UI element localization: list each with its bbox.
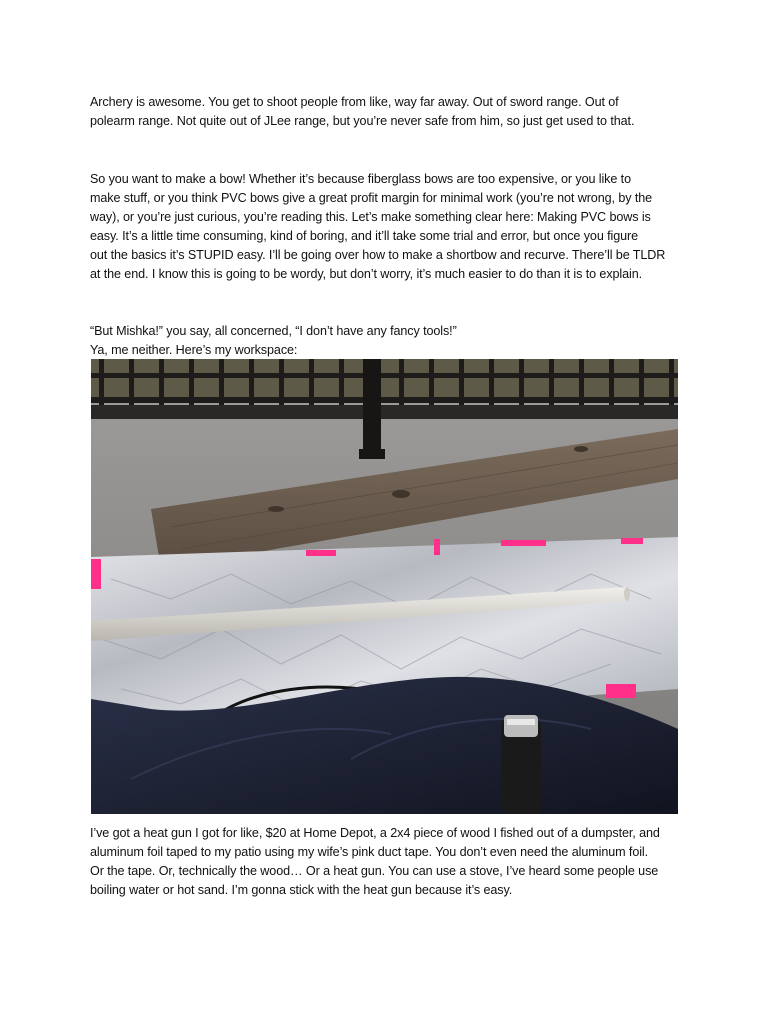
text-line: way), or you’re just curious, you’re reading this. Let’s make something clear here: Making PVC bows is <box>90 210 651 224</box>
text-line: I’ve got a heat gun I got for like, $20 at Home Depot, a 2x4 piece of wood I fished out of a dumpster, and <box>90 826 660 840</box>
text-line: at the end. I know this is going to be wordy, but don’t worry, it’s much easier to do than it is to explain. <box>90 267 643 281</box>
text-line: make stuff, or you think PVC bows give a great profit margin for minimal work (you’re not wrong, by the <box>90 191 653 205</box>
background-outdoors <box>91 359 678 399</box>
text-line: Archery is awesome. You get to shoot people from like, way far away. Out of sword range. Out of <box>90 95 619 109</box>
heat-gun <box>501 715 541 814</box>
text-line: polearm range. Not quite out of JLee range, but you’re never safe from him, so just get used to that. <box>90 114 635 128</box>
workspace-photo <box>91 359 678 814</box>
paragraph-fancy-tools <box>90 322 690 360</box>
text-line: So you want to make a bow! Whether it’s because fiberglass bows are too expensive, or you like to <box>90 172 631 186</box>
text-line: Or the tape. Or, technically the wood… Or a heat gun. You can use a stove, I’ve heard some people use <box>90 864 659 878</box>
text-line: aluminum foil taped to my patio using my wife’s pink duct tape. You don’t even need the aluminum foil. <box>90 845 649 859</box>
text-line: “But Mishka!” you say, all concerned, “I don’t have any fancy tools!” <box>90 324 457 338</box>
text-line: Ya, me neither. Here’s my workspace: <box>90 343 298 357</box>
text-line: easy. It’s a little time consuming, kind of boring, and it’ll take some trial and error, but once you figure <box>90 229 639 243</box>
workspace-photo-illustration <box>91 359 678 814</box>
paragraph-intro <box>90 93 690 131</box>
text-line: out the basics it’s STUPID easy. I’ll be going over how to make a shortbow and recurve. There’ll be TLDR <box>90 248 666 262</box>
text-line: boiling water or hot sand. I’m gonna stick with the heat gun because it’s easy. <box>90 883 513 897</box>
paragraph-tools-list <box>90 824 690 900</box>
paragraph-make-a-bow <box>90 170 690 284</box>
